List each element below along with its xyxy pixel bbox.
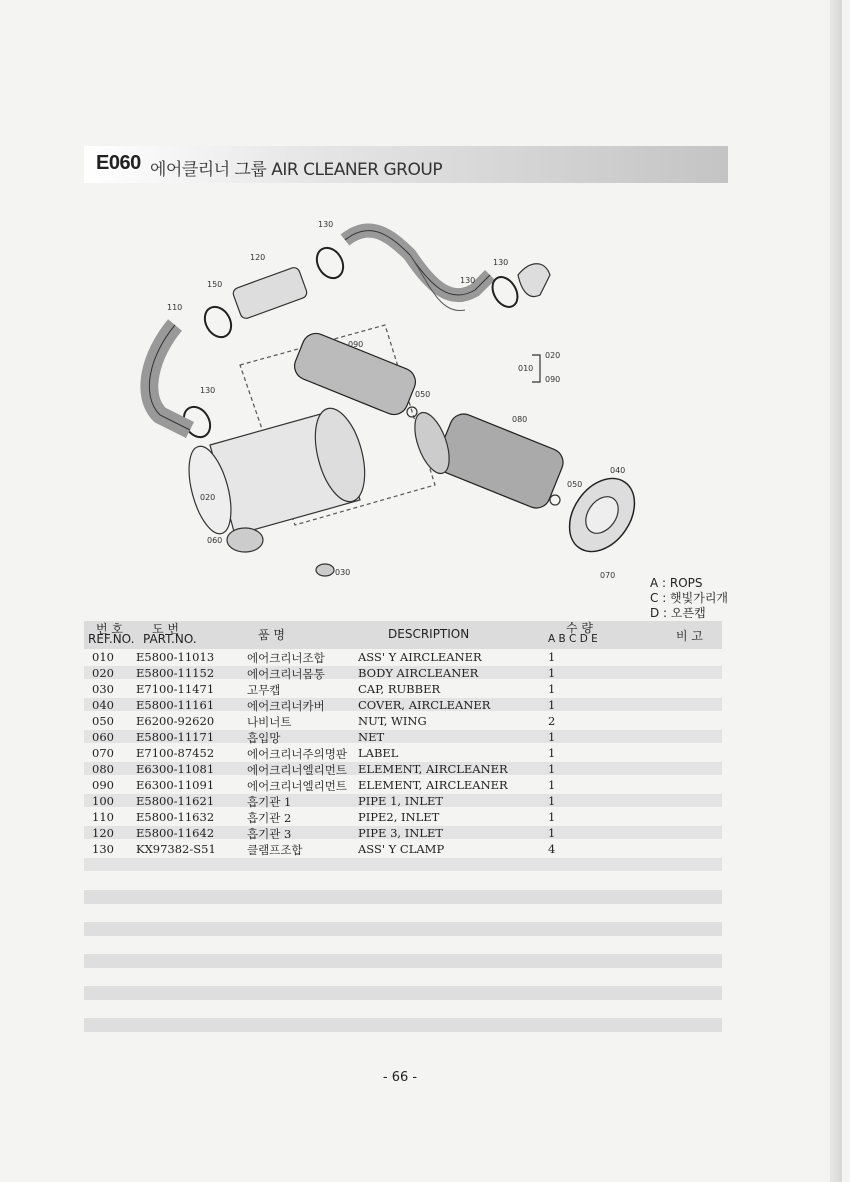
cell-ref: 120 — [92, 826, 114, 840]
callout-label: 110 — [167, 303, 183, 312]
cell-ref: 110 — [92, 810, 114, 824]
legend-item: A : ROPS — [650, 576, 703, 590]
cell-qty: 1 — [548, 794, 556, 808]
header-part-en: PART.NO. — [143, 632, 197, 646]
callout-label: 130 — [460, 276, 476, 285]
legend-item: D : 오픈캡 — [650, 606, 706, 620]
header-ref-ko: 번 호 — [96, 622, 123, 636]
cell-desc: ASS' Y CLAMP — [358, 842, 445, 856]
cell-name: 에어크리너주의명판 — [247, 747, 347, 761]
cell-qty: 1 — [548, 826, 556, 840]
callout-label: 090 — [348, 340, 364, 349]
callout-label: 150 — [207, 280, 223, 289]
cell-part: E6200-92620 — [136, 714, 215, 728]
cell-name: 에어크리너몸통 — [247, 667, 325, 681]
cell-name: 나비너트 — [247, 715, 292, 729]
cell-desc: CAP, RUBBER — [358, 682, 441, 696]
cell-qty: 1 — [548, 666, 556, 680]
page-edge — [830, 0, 842, 1182]
row-stripe — [84, 858, 722, 871]
cell-desc: NUT, WING — [358, 714, 427, 728]
cell-part: E5800-11171 — [136, 730, 215, 744]
callout-label: 060 — [207, 536, 223, 545]
cell-qty: 2 — [548, 714, 556, 728]
cell-part: E6300-11091 — [136, 778, 215, 792]
legend — [650, 576, 728, 621]
cell-name: 흡입망 — [247, 731, 281, 745]
cell-ref: 040 — [92, 698, 114, 712]
cell-part: E5800-11632 — [136, 810, 215, 824]
callout-label: 120 — [250, 253, 266, 262]
cell-ref: 060 — [92, 730, 114, 744]
cell-desc: PIPE 1, INLET — [358, 794, 444, 808]
cell-qty: 1 — [548, 810, 556, 824]
cell-part: E7100-11471 — [136, 682, 215, 696]
empty-row — [84, 890, 722, 904]
callout-label: 050 — [567, 480, 583, 489]
header-part-ko: 도 번 — [152, 622, 179, 636]
cell-desc: PIPE 3, INLET — [358, 826, 444, 840]
empty-row — [84, 954, 722, 968]
cell-part: E6300-11081 — [136, 762, 215, 776]
cell-name: 고무캡 — [247, 683, 281, 697]
empty-row — [84, 1018, 722, 1032]
callout-label: 080 — [512, 415, 528, 424]
cell-ref: 090 — [92, 778, 114, 792]
header-description: DESCRIPTION — [388, 627, 470, 641]
cell-qty: 1 — [548, 746, 556, 760]
callout-label: 030 — [335, 568, 351, 577]
callout-label: 070 — [600, 571, 616, 580]
cell-name: 흡기관 2 — [247, 811, 292, 825]
cell-ref: 130 — [92, 842, 114, 856]
cell-qty: 1 — [548, 698, 556, 712]
cell-qty: 1 — [548, 682, 556, 696]
header-name-ko: 품 명 — [258, 628, 285, 642]
cell-desc: ELEMENT, AIRCLEANER — [358, 762, 508, 776]
cell-part: E5800-11621 — [136, 794, 215, 808]
callout-label: 130 — [318, 220, 334, 229]
callout-label: 020 — [545, 351, 561, 360]
cell-name: 클램프조합 — [247, 843, 303, 857]
cell-ref: 100 — [92, 794, 114, 808]
cell-part: E5800-11152 — [136, 666, 215, 680]
cell-desc: BODY AIRCLEANER — [358, 666, 479, 680]
legend-item: C : 햇빛가리개 — [650, 591, 729, 605]
empty-row — [84, 986, 722, 1000]
empty-row — [84, 922, 722, 936]
header-ref-en: REF.NO. — [88, 632, 135, 646]
cell-ref: 070 — [92, 746, 114, 760]
cell-qty: 1 — [548, 650, 556, 664]
cell-part: E7100-87452 — [136, 746, 215, 760]
header-qty-cols: A B C D E — [548, 633, 598, 645]
section-code: E060 — [96, 152, 141, 174]
header-remarks: 비 고 — [676, 629, 703, 643]
cell-desc: NET — [358, 730, 385, 744]
cell-ref: 010 — [92, 650, 114, 664]
pipe3-shape — [345, 231, 490, 296]
cell-qty: 1 — [548, 730, 556, 744]
section-title: 에어클리너 그룹 AIR CLEANER GROUP — [150, 160, 443, 180]
cell-name: 흡기관 3 — [247, 827, 292, 841]
callout-label: 020 — [200, 493, 216, 502]
cell-desc: ASS' Y AIRCLEANER — [358, 650, 482, 664]
exploded-parts-diagram — [130, 215, 650, 585]
cell-ref: 050 — [92, 714, 114, 728]
cell-ref: 080 — [92, 762, 114, 776]
cell-desc: LABEL — [358, 746, 399, 760]
cell-part: E5800-11642 — [136, 826, 215, 840]
cell-name: 에어크리너카버 — [247, 699, 325, 713]
cell-qty: 1 — [548, 778, 556, 792]
cell-desc: PIPE2, INLET — [358, 810, 440, 824]
cell-qty: 4 — [548, 842, 556, 856]
callout-label: 090 — [545, 375, 561, 384]
cell-desc: COVER, AIRCLEANER — [358, 698, 491, 712]
cell-part: E5800-11013 — [136, 650, 215, 664]
cell-ref: 030 — [92, 682, 114, 696]
cell-part: KX97382-S51 — [136, 842, 216, 856]
cell-name: 에어크리너엘리먼트 — [247, 779, 347, 793]
callout-label: 130 — [493, 258, 509, 267]
cell-part: E5800-11161 — [136, 698, 215, 712]
header-qty-ko: 수 량 — [566, 621, 593, 635]
callout-label: 040 — [610, 466, 626, 475]
callout-label: 130 — [200, 386, 216, 395]
cell-name: 에어크리너조합 — [247, 651, 325, 665]
cell-name: 흡기관 1 — [247, 795, 292, 809]
cell-desc: ELEMENT, AIRCLEANER — [358, 778, 508, 792]
cell-name: 에어크리너엘리먼트 — [247, 763, 347, 777]
page-number: - 66 - — [382, 1070, 418, 1085]
callout-label: 010 — [518, 364, 534, 373]
cell-ref: 020 — [92, 666, 114, 680]
callout-label: 050 — [415, 390, 431, 399]
cell-qty: 1 — [548, 762, 556, 776]
